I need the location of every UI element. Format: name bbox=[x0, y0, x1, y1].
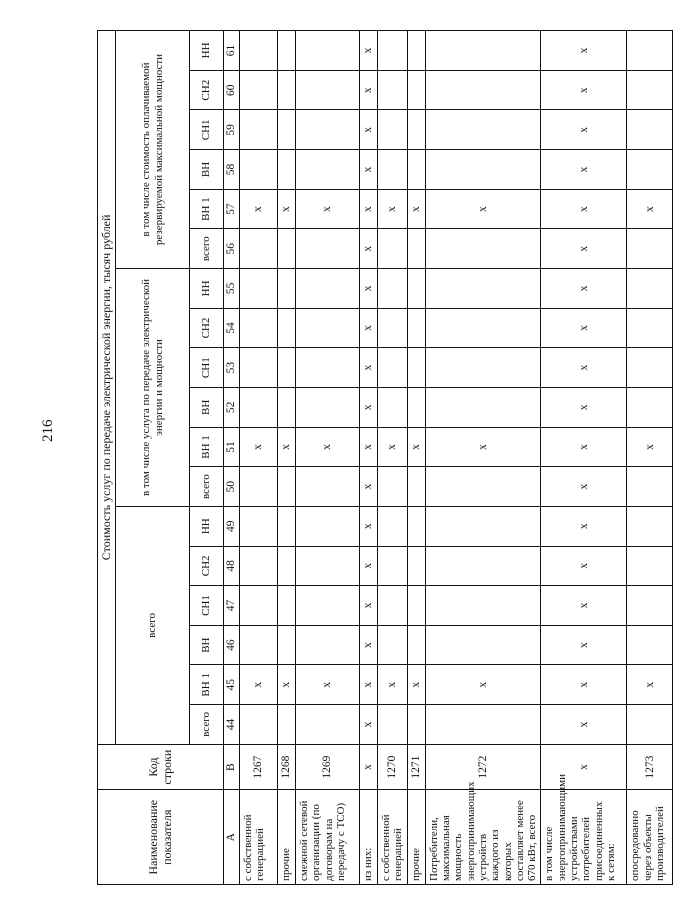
value-cell bbox=[425, 110, 541, 150]
row-code-cell: x bbox=[360, 744, 378, 790]
value-cell: x bbox=[360, 586, 378, 626]
subheader-cell: НН bbox=[190, 31, 224, 71]
subheader-cell: НН bbox=[190, 269, 224, 309]
table-row bbox=[360, 31, 378, 885]
subheader-cell: всего bbox=[190, 467, 224, 507]
value-cell: x bbox=[360, 625, 378, 665]
value-cell bbox=[240, 348, 278, 388]
column-index-cell: 53 bbox=[224, 348, 240, 388]
row-name-cell: в том числе энергопринимающими устройствами потребителей присоединенных к сетям: bbox=[541, 790, 627, 885]
value-cell bbox=[240, 269, 278, 309]
value-cell bbox=[407, 467, 425, 507]
subheader-cell: ВН bbox=[190, 387, 224, 427]
value-cell: x bbox=[541, 387, 627, 427]
subheader-cell: ВН bbox=[190, 150, 224, 190]
row-name-cell: смежной сетевой организации (по договорам на передачу с ТСО) bbox=[296, 790, 360, 885]
subheader-cell: ВН 1 bbox=[190, 665, 224, 705]
subheader-cell: ВН 1 bbox=[190, 427, 224, 467]
value-cell: x bbox=[360, 31, 378, 71]
value-cell bbox=[378, 625, 408, 665]
value-cell bbox=[278, 625, 296, 665]
value-cell bbox=[627, 308, 673, 348]
value-cell: x bbox=[278, 665, 296, 705]
value-cell bbox=[425, 348, 541, 388]
value-cell bbox=[378, 229, 408, 269]
value-cell bbox=[378, 150, 408, 190]
value-cell bbox=[627, 467, 673, 507]
column-index-cell: 47 bbox=[224, 586, 240, 626]
header-group-transfer: в том числе услуга по передаче электрической энергии и мощности bbox=[116, 269, 190, 507]
value-cell: x bbox=[360, 150, 378, 190]
value-cell bbox=[425, 269, 541, 309]
value-cell bbox=[296, 546, 360, 586]
row-name-cell: прочие bbox=[278, 790, 296, 885]
value-cell bbox=[278, 70, 296, 110]
value-cell: x bbox=[541, 229, 627, 269]
column-index-cell: 44 bbox=[224, 705, 240, 745]
value-cell bbox=[240, 705, 278, 745]
value-cell bbox=[425, 546, 541, 586]
value-cell bbox=[378, 506, 408, 546]
value-cell bbox=[425, 150, 541, 190]
value-cell bbox=[278, 229, 296, 269]
index-code-cell: В bbox=[224, 744, 240, 790]
value-cell bbox=[240, 31, 278, 71]
table-row bbox=[296, 31, 360, 885]
value-cell bbox=[407, 546, 425, 586]
value-cell bbox=[240, 387, 278, 427]
value-cell bbox=[378, 467, 408, 507]
value-cell bbox=[296, 308, 360, 348]
value-cell bbox=[425, 308, 541, 348]
value-cell bbox=[407, 625, 425, 665]
value-cell bbox=[407, 387, 425, 427]
value-cell: x bbox=[360, 467, 378, 507]
value-cell bbox=[278, 348, 296, 388]
column-index-cell: 50 bbox=[224, 467, 240, 507]
table-row bbox=[378, 31, 408, 885]
value-cell: x bbox=[425, 665, 541, 705]
value-cell: x bbox=[541, 150, 627, 190]
row-code-cell: 1272 bbox=[425, 744, 541, 790]
value-cell: x bbox=[541, 506, 627, 546]
value-cell bbox=[278, 308, 296, 348]
row-code-cell: 1270 bbox=[378, 744, 408, 790]
value-cell: x bbox=[407, 665, 425, 705]
header-group-reserve: в том числе стоимость оплачиваемой резервируемой максимальной мощности bbox=[116, 31, 190, 269]
value-cell bbox=[627, 110, 673, 150]
page-number: 216 bbox=[40, 419, 56, 442]
row-name-cell: Потребители, максимальная мощность энергопринимающих устройств каждого из которых составляет менее 670 кВт, всего bbox=[425, 790, 541, 885]
value-cell: x bbox=[627, 665, 673, 705]
value-cell bbox=[627, 229, 673, 269]
column-index-cell: 56 bbox=[224, 229, 240, 269]
column-index-cell: 45 bbox=[224, 665, 240, 705]
value-cell: x bbox=[425, 427, 541, 467]
value-cell bbox=[378, 586, 408, 626]
value-cell bbox=[240, 506, 278, 546]
value-cell bbox=[425, 31, 541, 71]
subheader-cell: всего bbox=[190, 705, 224, 745]
value-cell: x bbox=[541, 70, 627, 110]
value-cell bbox=[240, 625, 278, 665]
value-cell bbox=[240, 70, 278, 110]
value-cell: x bbox=[296, 427, 360, 467]
value-cell bbox=[278, 110, 296, 150]
column-index-cell: 46 bbox=[224, 625, 240, 665]
value-cell bbox=[425, 586, 541, 626]
value-cell bbox=[407, 506, 425, 546]
column-index-cell: 55 bbox=[224, 269, 240, 309]
value-cell: x bbox=[360, 665, 378, 705]
value-cell: x bbox=[278, 427, 296, 467]
subheader-cell: СН1 bbox=[190, 348, 224, 388]
value-cell bbox=[296, 269, 360, 309]
row-code-cell: 1271 bbox=[407, 744, 425, 790]
row-name-cell: из них: bbox=[360, 790, 378, 885]
value-cell: x bbox=[541, 348, 627, 388]
row-name-cell: опосредованно через объекты производителей bbox=[627, 790, 673, 885]
header-code-col: Код строки bbox=[98, 744, 224, 790]
column-index-cell: 52 bbox=[224, 387, 240, 427]
column-index-cell: 49 bbox=[224, 506, 240, 546]
row-name-cell: с собственной генерацией bbox=[240, 790, 278, 885]
table-row bbox=[240, 31, 278, 885]
row-name-cell: с собственной генерацией bbox=[378, 790, 408, 885]
value-cell bbox=[627, 705, 673, 745]
value-cell bbox=[378, 308, 408, 348]
value-cell bbox=[296, 506, 360, 546]
value-cell bbox=[296, 110, 360, 150]
value-cell: x bbox=[360, 269, 378, 309]
column-index-cell: 59 bbox=[224, 110, 240, 150]
value-cell: x bbox=[360, 387, 378, 427]
header-top: Стоимость услуг по передаче электрической энергии, тысяч рублей bbox=[98, 31, 116, 745]
table-row bbox=[541, 31, 627, 885]
value-cell bbox=[278, 705, 296, 745]
value-cell: x bbox=[360, 189, 378, 229]
value-cell bbox=[425, 467, 541, 507]
value-cell bbox=[627, 70, 673, 110]
value-cell bbox=[425, 506, 541, 546]
row-name-cell: прочие bbox=[407, 790, 425, 885]
value-cell: x bbox=[240, 189, 278, 229]
value-cell: x bbox=[278, 189, 296, 229]
header-group-total: всего bbox=[116, 506, 190, 744]
value-cell bbox=[296, 586, 360, 626]
value-cell: x bbox=[541, 625, 627, 665]
value-cell bbox=[296, 387, 360, 427]
value-cell: x bbox=[360, 229, 378, 269]
value-cell: x bbox=[541, 31, 627, 71]
value-cell bbox=[627, 387, 673, 427]
value-cell bbox=[627, 269, 673, 309]
value-cell: x bbox=[407, 189, 425, 229]
table-row bbox=[407, 31, 425, 885]
value-cell bbox=[378, 70, 408, 110]
value-cell bbox=[378, 387, 408, 427]
value-cell bbox=[627, 150, 673, 190]
subheader-cell: НН bbox=[190, 506, 224, 546]
value-cell: x bbox=[378, 427, 408, 467]
value-cell bbox=[407, 308, 425, 348]
value-cell: x bbox=[360, 546, 378, 586]
value-cell bbox=[425, 387, 541, 427]
value-cell: x bbox=[541, 546, 627, 586]
column-index-cell: 61 bbox=[224, 31, 240, 71]
value-cell bbox=[407, 229, 425, 269]
value-cell: x bbox=[627, 427, 673, 467]
value-cell bbox=[378, 546, 408, 586]
value-cell bbox=[425, 70, 541, 110]
value-cell bbox=[407, 269, 425, 309]
value-cell: x bbox=[378, 189, 408, 229]
value-cell: x bbox=[360, 70, 378, 110]
value-cell bbox=[240, 546, 278, 586]
value-cell: x bbox=[541, 110, 627, 150]
value-cell: x bbox=[360, 427, 378, 467]
value-cell bbox=[627, 586, 673, 626]
value-cell bbox=[296, 625, 360, 665]
value-cell bbox=[278, 387, 296, 427]
index-name-cell: А bbox=[224, 790, 240, 885]
value-cell bbox=[407, 31, 425, 71]
value-cell bbox=[296, 70, 360, 110]
value-cell bbox=[278, 506, 296, 546]
subheader-cell: ВН 1 bbox=[190, 189, 224, 229]
value-cell bbox=[627, 625, 673, 665]
value-cell bbox=[296, 229, 360, 269]
subheader-cell: СН2 bbox=[190, 546, 224, 586]
subheader-cell: СН2 bbox=[190, 70, 224, 110]
cost-table bbox=[97, 30, 673, 885]
column-index-cell: 51 bbox=[224, 427, 240, 467]
value-cell bbox=[296, 150, 360, 190]
value-cell: x bbox=[360, 308, 378, 348]
value-cell: x bbox=[541, 308, 627, 348]
value-cell: x bbox=[541, 665, 627, 705]
value-cell: x bbox=[240, 665, 278, 705]
column-index-cell: 58 bbox=[224, 150, 240, 190]
value-cell: x bbox=[378, 665, 408, 705]
value-cell bbox=[425, 625, 541, 665]
header-name-col: Наименование показателя bbox=[98, 790, 224, 885]
value-cell bbox=[278, 586, 296, 626]
value-cell: x bbox=[541, 427, 627, 467]
table-rotated-container bbox=[97, 30, 667, 885]
column-index-cell: 57 bbox=[224, 189, 240, 229]
value-cell bbox=[407, 586, 425, 626]
value-cell bbox=[278, 269, 296, 309]
value-cell: x bbox=[296, 189, 360, 229]
table-row bbox=[425, 31, 541, 885]
value-cell bbox=[425, 705, 541, 745]
value-cell: x bbox=[360, 506, 378, 546]
value-cell: x bbox=[541, 586, 627, 626]
value-cell: x bbox=[360, 110, 378, 150]
row-code-cell: 1267 bbox=[240, 744, 278, 790]
value-cell: x bbox=[240, 427, 278, 467]
value-cell bbox=[407, 348, 425, 388]
value-cell: x bbox=[360, 705, 378, 745]
value-cell bbox=[627, 348, 673, 388]
column-index-cell: 48 bbox=[224, 546, 240, 586]
value-cell bbox=[378, 110, 408, 150]
value-cell bbox=[296, 467, 360, 507]
table-row bbox=[278, 31, 296, 885]
value-cell bbox=[240, 308, 278, 348]
value-cell: x bbox=[541, 269, 627, 309]
value-cell: x bbox=[541, 467, 627, 507]
subheader-cell: ВН bbox=[190, 625, 224, 665]
table-row bbox=[627, 31, 673, 885]
value-cell bbox=[278, 150, 296, 190]
row-code-cell: 1269 bbox=[296, 744, 360, 790]
value-cell bbox=[278, 467, 296, 507]
value-cell: x bbox=[627, 189, 673, 229]
value-cell bbox=[627, 506, 673, 546]
subheader-cell: СН1 bbox=[190, 110, 224, 150]
value-cell bbox=[378, 269, 408, 309]
value-cell bbox=[378, 705, 408, 745]
value-cell bbox=[407, 705, 425, 745]
value-cell: x bbox=[407, 427, 425, 467]
value-cell: x bbox=[425, 189, 541, 229]
value-cell bbox=[425, 229, 541, 269]
value-cell bbox=[378, 31, 408, 71]
value-cell bbox=[407, 70, 425, 110]
column-index-cell: 54 bbox=[224, 308, 240, 348]
value-cell bbox=[407, 150, 425, 190]
value-cell bbox=[407, 110, 425, 150]
value-cell bbox=[240, 229, 278, 269]
row-code-cell: x bbox=[541, 744, 627, 790]
column-index-cell: 60 bbox=[224, 70, 240, 110]
value-cell bbox=[278, 546, 296, 586]
value-cell bbox=[240, 150, 278, 190]
value-cell: x bbox=[541, 189, 627, 229]
value-cell bbox=[378, 348, 408, 388]
value-cell bbox=[240, 467, 278, 507]
value-cell bbox=[296, 348, 360, 388]
value-cell: x bbox=[360, 348, 378, 388]
value-cell: x bbox=[296, 665, 360, 705]
value-cell bbox=[627, 546, 673, 586]
value-cell bbox=[296, 705, 360, 745]
value-cell bbox=[278, 31, 296, 71]
subheader-cell: СН2 bbox=[190, 308, 224, 348]
value-cell bbox=[240, 110, 278, 150]
value-cell: x bbox=[541, 705, 627, 745]
value-cell bbox=[240, 586, 278, 626]
row-code-cell: 1273 bbox=[627, 744, 673, 790]
subheader-cell: СН1 bbox=[190, 586, 224, 626]
value-cell bbox=[296, 31, 360, 71]
subheader-cell: всего bbox=[190, 229, 224, 269]
value-cell bbox=[627, 31, 673, 71]
row-code-cell: 1268 bbox=[278, 744, 296, 790]
